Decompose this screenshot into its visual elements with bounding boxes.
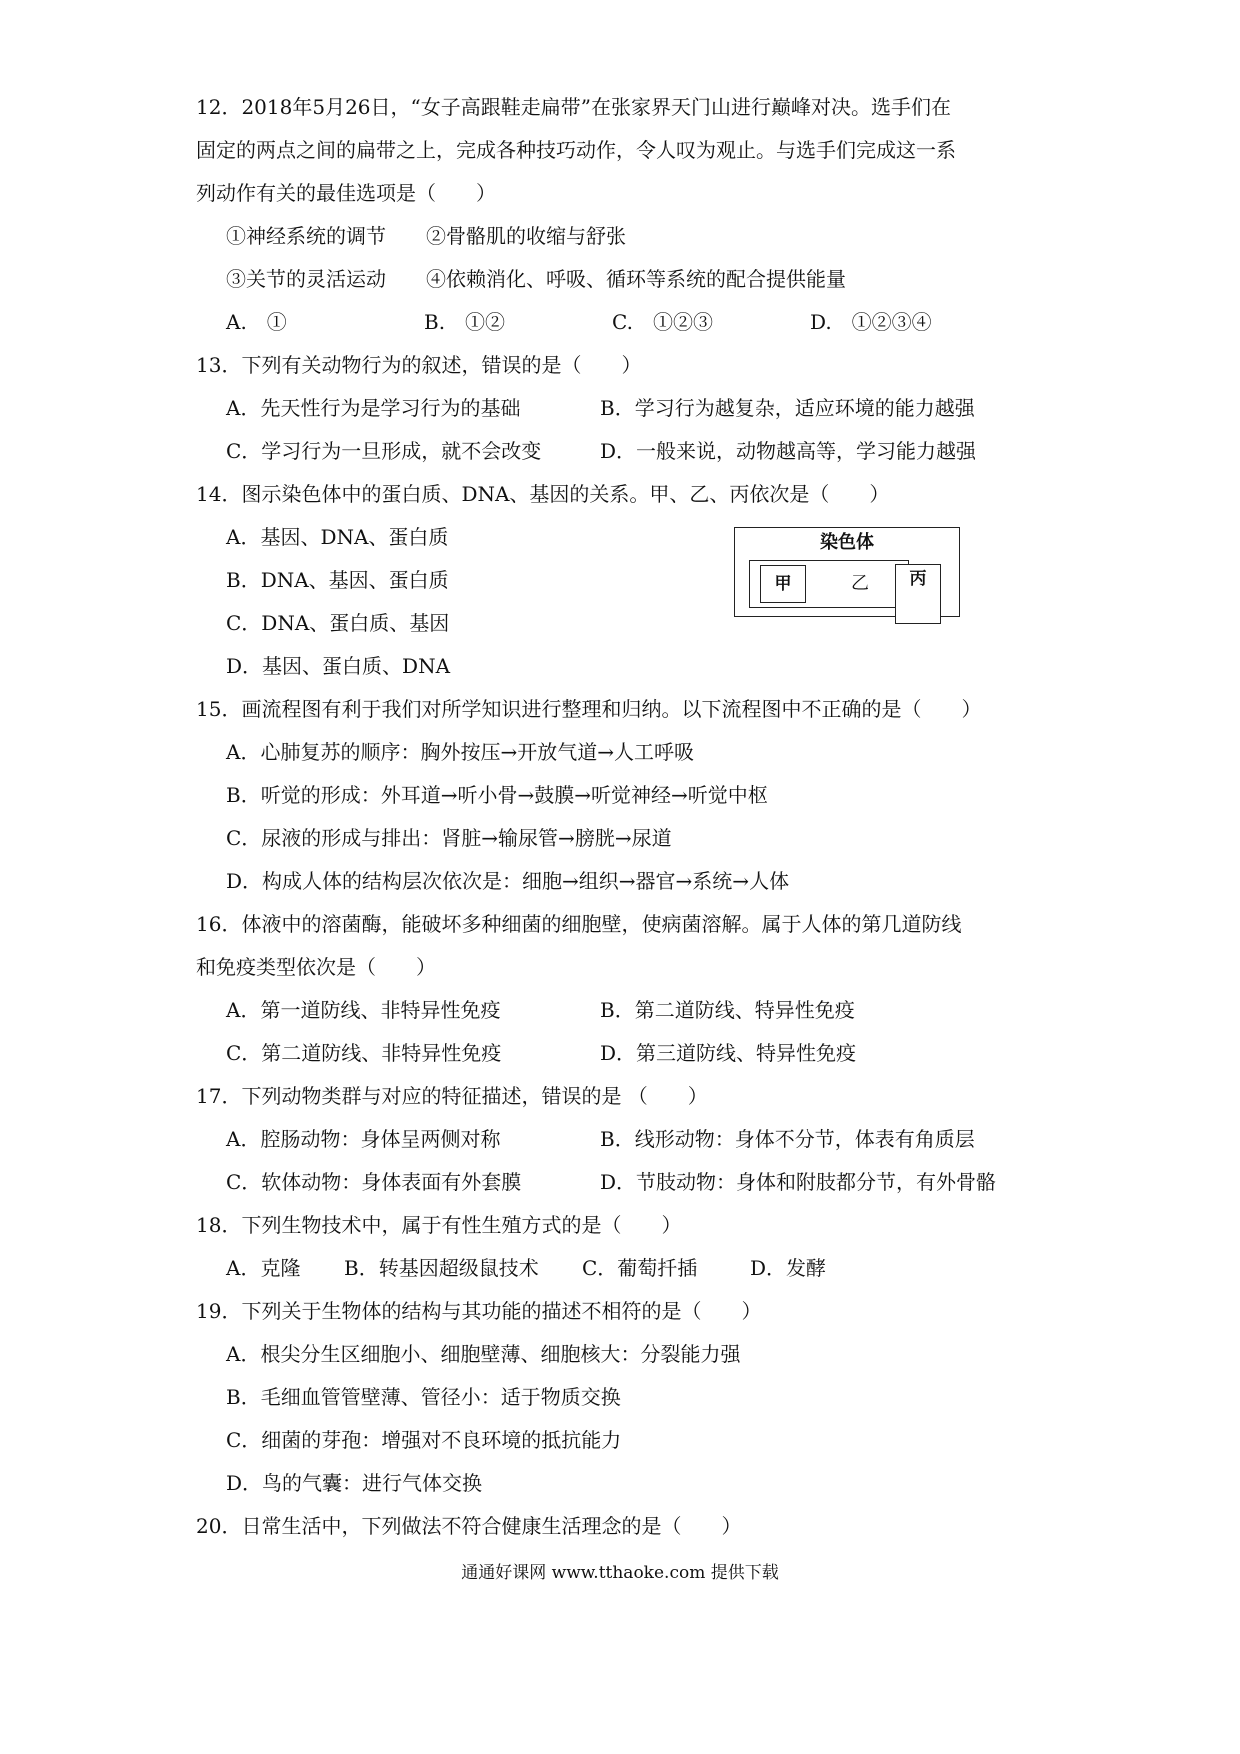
option-b: B．听觉的形成：外耳道→听小骨→鼓膜→听觉神经→听觉中枢 [226, 783, 768, 807]
question-18-options [196, 1247, 1066, 1290]
option-d: D．节肢动物：身体和附肢都分节，有外骨骼 [600, 1170, 997, 1194]
option-d: D．一般来说，动物越高等，学习能力越强 [600, 439, 977, 463]
question-13-options-row-1 [196, 387, 1066, 430]
option-b: B．学习行为越复杂，适应环境的能力越强 [600, 396, 975, 420]
question-12-line-3: 列动作有关的最佳选项是（ ） [196, 181, 496, 205]
option-a: A．先天性行为是学习行为的基础 [226, 396, 521, 420]
option-b: B．线形动物：身体不分节，体表有角质层 [600, 1127, 975, 1151]
option-c: C．软体动物：身体表面有外套膜 [226, 1170, 522, 1194]
question-12-items-1: ①神经系统的调节 ②骨骼肌的收缩与舒张 [226, 224, 626, 248]
exam-page [196, 86, 1066, 1548]
diagram-inner-box [749, 560, 909, 608]
question-16-line-2: 和免疫类型依次是（ ） [196, 955, 436, 979]
option-a: A．克隆 [226, 1256, 301, 1280]
option-c: C. ①②③ [612, 310, 713, 334]
option-a: A．心肺复苏的顺序：胸外按压→开放气道→人工呼吸 [226, 740, 694, 764]
option-d: D. ①②③④ [810, 310, 932, 334]
option-b: B．毛细血管管壁薄、管径小：适于物质交换 [226, 1385, 621, 1409]
option-c: C．尿液的形成与排出：肾脏→输尿管→膀胱→尿道 [226, 826, 672, 850]
question-16-line-1: 16．体液中的溶菌酶，能破坏多种细菌的细胞壁，使病菌溶解。属于人体的第几道防线 [196, 912, 962, 936]
question-17-stem: 17．下列动物类群与对应的特征描述，错误的是 （ ） [196, 1084, 708, 1108]
question-14-stem: 14．图示染色体中的蛋白质、DNA、基因的关系。甲、乙、丙依次是（ ） [196, 482, 890, 506]
option-a: A. ① [226, 310, 287, 334]
question-17-options-row-1 [196, 1118, 1066, 1161]
question-18-stem: 18．下列生物技术中，属于有性生殖方式的是（ ） [196, 1213, 682, 1237]
diagram-box-bing: 丙 [895, 564, 941, 624]
option-d: D．构成人体的结构层次依次是：细胞→组织→器官→系统→人体 [226, 869, 790, 893]
option-a: A．第一道防线、非特异性免疫 [226, 998, 501, 1022]
question-15-stem: 15．画流程图有利于我们对所学知识进行整理和归纳。以下流程图中不正确的是（ ） [196, 697, 982, 721]
option-a: A．基因、DNA、蛋白质 [226, 525, 449, 549]
question-20-stem: 20．日常生活中，下列做法不符合健康生活理念的是（ ） [196, 1514, 742, 1538]
option-a: A．根尖分生区细胞小、细胞壁薄、细胞核大：分裂能力强 [226, 1342, 741, 1366]
option-c: C．第二道防线、非特异性免疫 [226, 1041, 502, 1065]
option-b: B. ①② [424, 310, 506, 334]
option-c: C．DNA、蛋白质、基因 [226, 611, 450, 635]
option-b: B．DNA、基因、蛋白质 [226, 568, 449, 592]
chromosome-diagram [734, 527, 960, 617]
option-d: D．第三道防线、特异性免疫 [600, 1041, 857, 1065]
diagram-box-jia: 甲 [760, 565, 806, 603]
option-a: A．腔肠动物：身体呈两侧对称 [226, 1127, 501, 1151]
option-c: C．细菌的芽孢：增强对不良环境的抵抗能力 [226, 1428, 622, 1452]
question-19-stem: 19．下列关于生物体的结构与其功能的描述不相符的是（ ） [196, 1299, 762, 1323]
question-12-options [196, 301, 1066, 344]
option-b: B．转基因超级鼠技术 [344, 1256, 539, 1280]
option-c: C．学习行为一旦形成，就不会改变 [226, 439, 542, 463]
question-17-options-row-2 [196, 1161, 1066, 1204]
option-c: C．葡萄扦插 [582, 1256, 698, 1280]
option-d: D．鸟的气囊：进行气体交换 [226, 1471, 483, 1495]
diagram-label-yi: 乙 [851, 573, 869, 594]
question-13-options-row-2 [196, 430, 1066, 473]
question-12-line-1: 12．2018年5月26日，“女子高跟鞋走扁带”在张家界天门山进行巅峰对决。选手们在 [196, 95, 951, 119]
question-13-stem: 13．下列有关动物行为的叙述，错误的是（ ） [196, 353, 642, 377]
page-footer: 通通好课网 www.tthaoke.com 提供下载 [461, 1563, 779, 1583]
option-d: D．基因、蛋白质、DNA [226, 654, 451, 678]
question-16-options-row-2 [196, 1032, 1066, 1075]
question-12-line-2: 固定的两点之间的扁带之上，完成各种技巧动作，令人叹为观止。与选手们完成这一系 [196, 138, 956, 162]
question-12-items-2: ③关节的灵活运动 ④依赖消化、呼吸、循环等系统的配合提供能量 [226, 267, 846, 291]
question-16-options-row-1 [196, 989, 1066, 1032]
option-d: D．发酵 [750, 1256, 827, 1280]
option-b: B．第二道防线、特异性免疫 [600, 998, 855, 1022]
diagram-title: 染色体 [820, 532, 874, 553]
